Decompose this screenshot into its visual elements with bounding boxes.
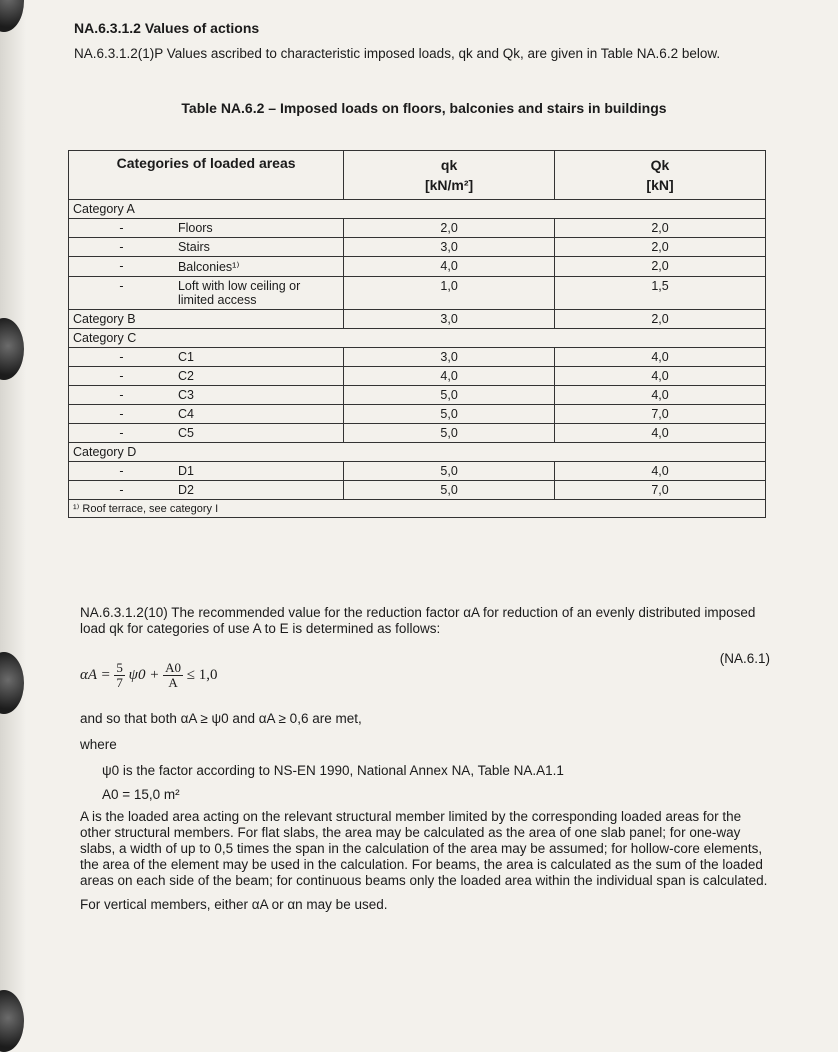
formula-na-6-1 — [80, 651, 770, 709]
table-footnote: ¹⁾ Roof terrace, see category I — [69, 500, 766, 518]
equation-number: (NA.6.1) — [719, 651, 770, 666]
row-qk: 1,0 — [344, 277, 555, 310]
table-row — [69, 257, 766, 277]
psi0-definition: ψ0 is the factor according to NS-EN 1990, National Annex NA, Table NA.A1.1 — [102, 763, 564, 778]
row-Qk: 4,0 — [555, 462, 766, 481]
formula-fraction-1 — [114, 661, 125, 690]
row-Qk: 2,0 — [555, 219, 766, 238]
row-Qk: 2,0 — [555, 238, 766, 257]
table-row — [69, 462, 766, 481]
table-title: Table NA.6.2 – Imposed loads on floors, balconies and stairs in buildings — [181, 100, 667, 116]
header-qk — [344, 151, 555, 200]
row-Qk: 4,0 — [555, 424, 766, 443]
row-dash: - — [69, 367, 174, 386]
row-label: C2 — [174, 367, 344, 386]
formula-lhs: αA = — [80, 667, 111, 683]
table-row — [69, 481, 766, 500]
header-Qk — [555, 151, 766, 200]
row-Qk: 4,0 — [555, 348, 766, 367]
row-dash: - — [69, 386, 174, 405]
row-qk: 4,0 — [344, 367, 555, 386]
category-row — [69, 310, 766, 329]
fraction-numerator: 5 — [116, 660, 123, 676]
category-b-label: Category B — [69, 310, 344, 329]
table-header-row — [69, 151, 766, 200]
category-d-label: Category D — [69, 443, 766, 462]
category-a-label: Category A — [69, 200, 766, 219]
row-qk: 2,0 — [344, 219, 555, 238]
fraction-denominator: 7 — [116, 675, 123, 691]
formula-fraction-2 — [163, 661, 183, 690]
row-qk: 3,0 — [344, 348, 555, 367]
row-qk: 4,0 — [344, 257, 555, 277]
where-label: where — [80, 737, 117, 752]
footnote-row — [69, 500, 766, 518]
category-row — [69, 329, 766, 348]
row-qk: 5,0 — [344, 386, 555, 405]
row-Qk: 4,0 — [555, 386, 766, 405]
row-dash: - — [69, 257, 174, 277]
row-Qk: 1,5 — [555, 277, 766, 310]
row-Qk: 2,0 — [555, 310, 766, 329]
row-qk: 3,0 — [344, 310, 555, 329]
row-label: Loft with low ceiling or limited access — [174, 277, 344, 310]
table-row — [69, 405, 766, 424]
fraction-denominator: A — [168, 675, 178, 691]
row-label: Stairs — [174, 238, 344, 257]
row-dash: - — [69, 424, 174, 443]
a0-definition: A0 = 15,0 m² — [102, 787, 180, 802]
para-10: NA.6.3.1.2(10) The recommended value for the reduction factor αA for reduction of an evenly distributed imposed load qk for categories of use A to E is determined as follows: — [80, 605, 756, 636]
row-Qk: 7,0 — [555, 405, 766, 424]
table-row — [69, 277, 766, 310]
category-row — [69, 443, 766, 462]
row-dash: - — [69, 238, 174, 257]
row-Qk: 7,0 — [555, 481, 766, 500]
row-dash: - — [69, 462, 174, 481]
table-row — [69, 238, 766, 257]
header-categories: Categories of loaded areas — [69, 151, 344, 200]
row-qk: 5,0 — [344, 481, 555, 500]
row-qk: 5,0 — [344, 424, 555, 443]
row-qk: 5,0 — [344, 405, 555, 424]
fraction-numerator: A0 — [165, 660, 181, 676]
reduction-factor-section — [80, 605, 770, 913]
intro-paragraph: NA.6.3.1.2(1)P Values ascribed to characteristic imposed loads, qk and Qk, are given in Table NA.6.2 below. — [74, 46, 721, 61]
table-row — [69, 348, 766, 367]
formula-rhs: ≤ 1,0 — [186, 667, 218, 683]
row-Qk: 4,0 — [555, 367, 766, 386]
formula-psi: ψ0 + — [128, 667, 160, 683]
row-label: Balconies¹⁾ — [174, 257, 344, 277]
header-qk-symbol: qk — [440, 157, 458, 173]
row-label: Floors — [174, 219, 344, 238]
row-dash: - — [69, 219, 174, 238]
section-heading: NA.6.3.1.2 Values of actions — [74, 20, 260, 36]
row-Qk: 2,0 — [555, 257, 766, 277]
area-definition: A is the loaded area acting on the relevant structural member limited by the corresponding loaded areas for the other structural members. For flat slabs, the area may be calculated as the area of one slab panel; for one-way slabs, a width of up to 0,5 times the span in the calculation of the area may be assumed; for hollow-core elements, the area of the element may be used in the calculation. For beams, the area is calculated as the sum of the loaded areas on each side of the beam; for continuous beams only the loaded area within the individual span is calculated. — [80, 809, 768, 888]
row-label: C4 — [174, 405, 344, 424]
row-qk: 3,0 — [344, 238, 555, 257]
imposed-loads-table — [68, 150, 766, 518]
vertical-members-note: For vertical members, either αA or αn may be used. — [80, 897, 388, 912]
condition-text: and so that both αA ≥ ψ0 and αA ≥ 0,6 are met, — [80, 711, 362, 726]
row-dash: - — [69, 348, 174, 367]
row-label: C1 — [174, 348, 344, 367]
row-dash: - — [69, 481, 174, 500]
row-qk: 5,0 — [344, 462, 555, 481]
header-Qk-unit: [kN] — [646, 177, 674, 193]
row-label: D1 — [174, 462, 344, 481]
table-row — [69, 424, 766, 443]
header-Qk-symbol: Qk — [650, 157, 670, 173]
category-row — [69, 200, 766, 219]
page-edge-shadow — [0, 0, 26, 1024]
row-dash: - — [69, 277, 174, 310]
document-page — [73, 20, 774, 912]
row-label: C5 — [174, 424, 344, 443]
row-dash: - — [69, 405, 174, 424]
table-row — [69, 386, 766, 405]
table-row — [69, 367, 766, 386]
category-c-label: Category C — [69, 329, 766, 348]
header-qk-unit: [kN/m²] — [424, 177, 474, 193]
row-label: D2 — [174, 481, 344, 500]
row-label: C3 — [174, 386, 344, 405]
table-row — [69, 219, 766, 238]
